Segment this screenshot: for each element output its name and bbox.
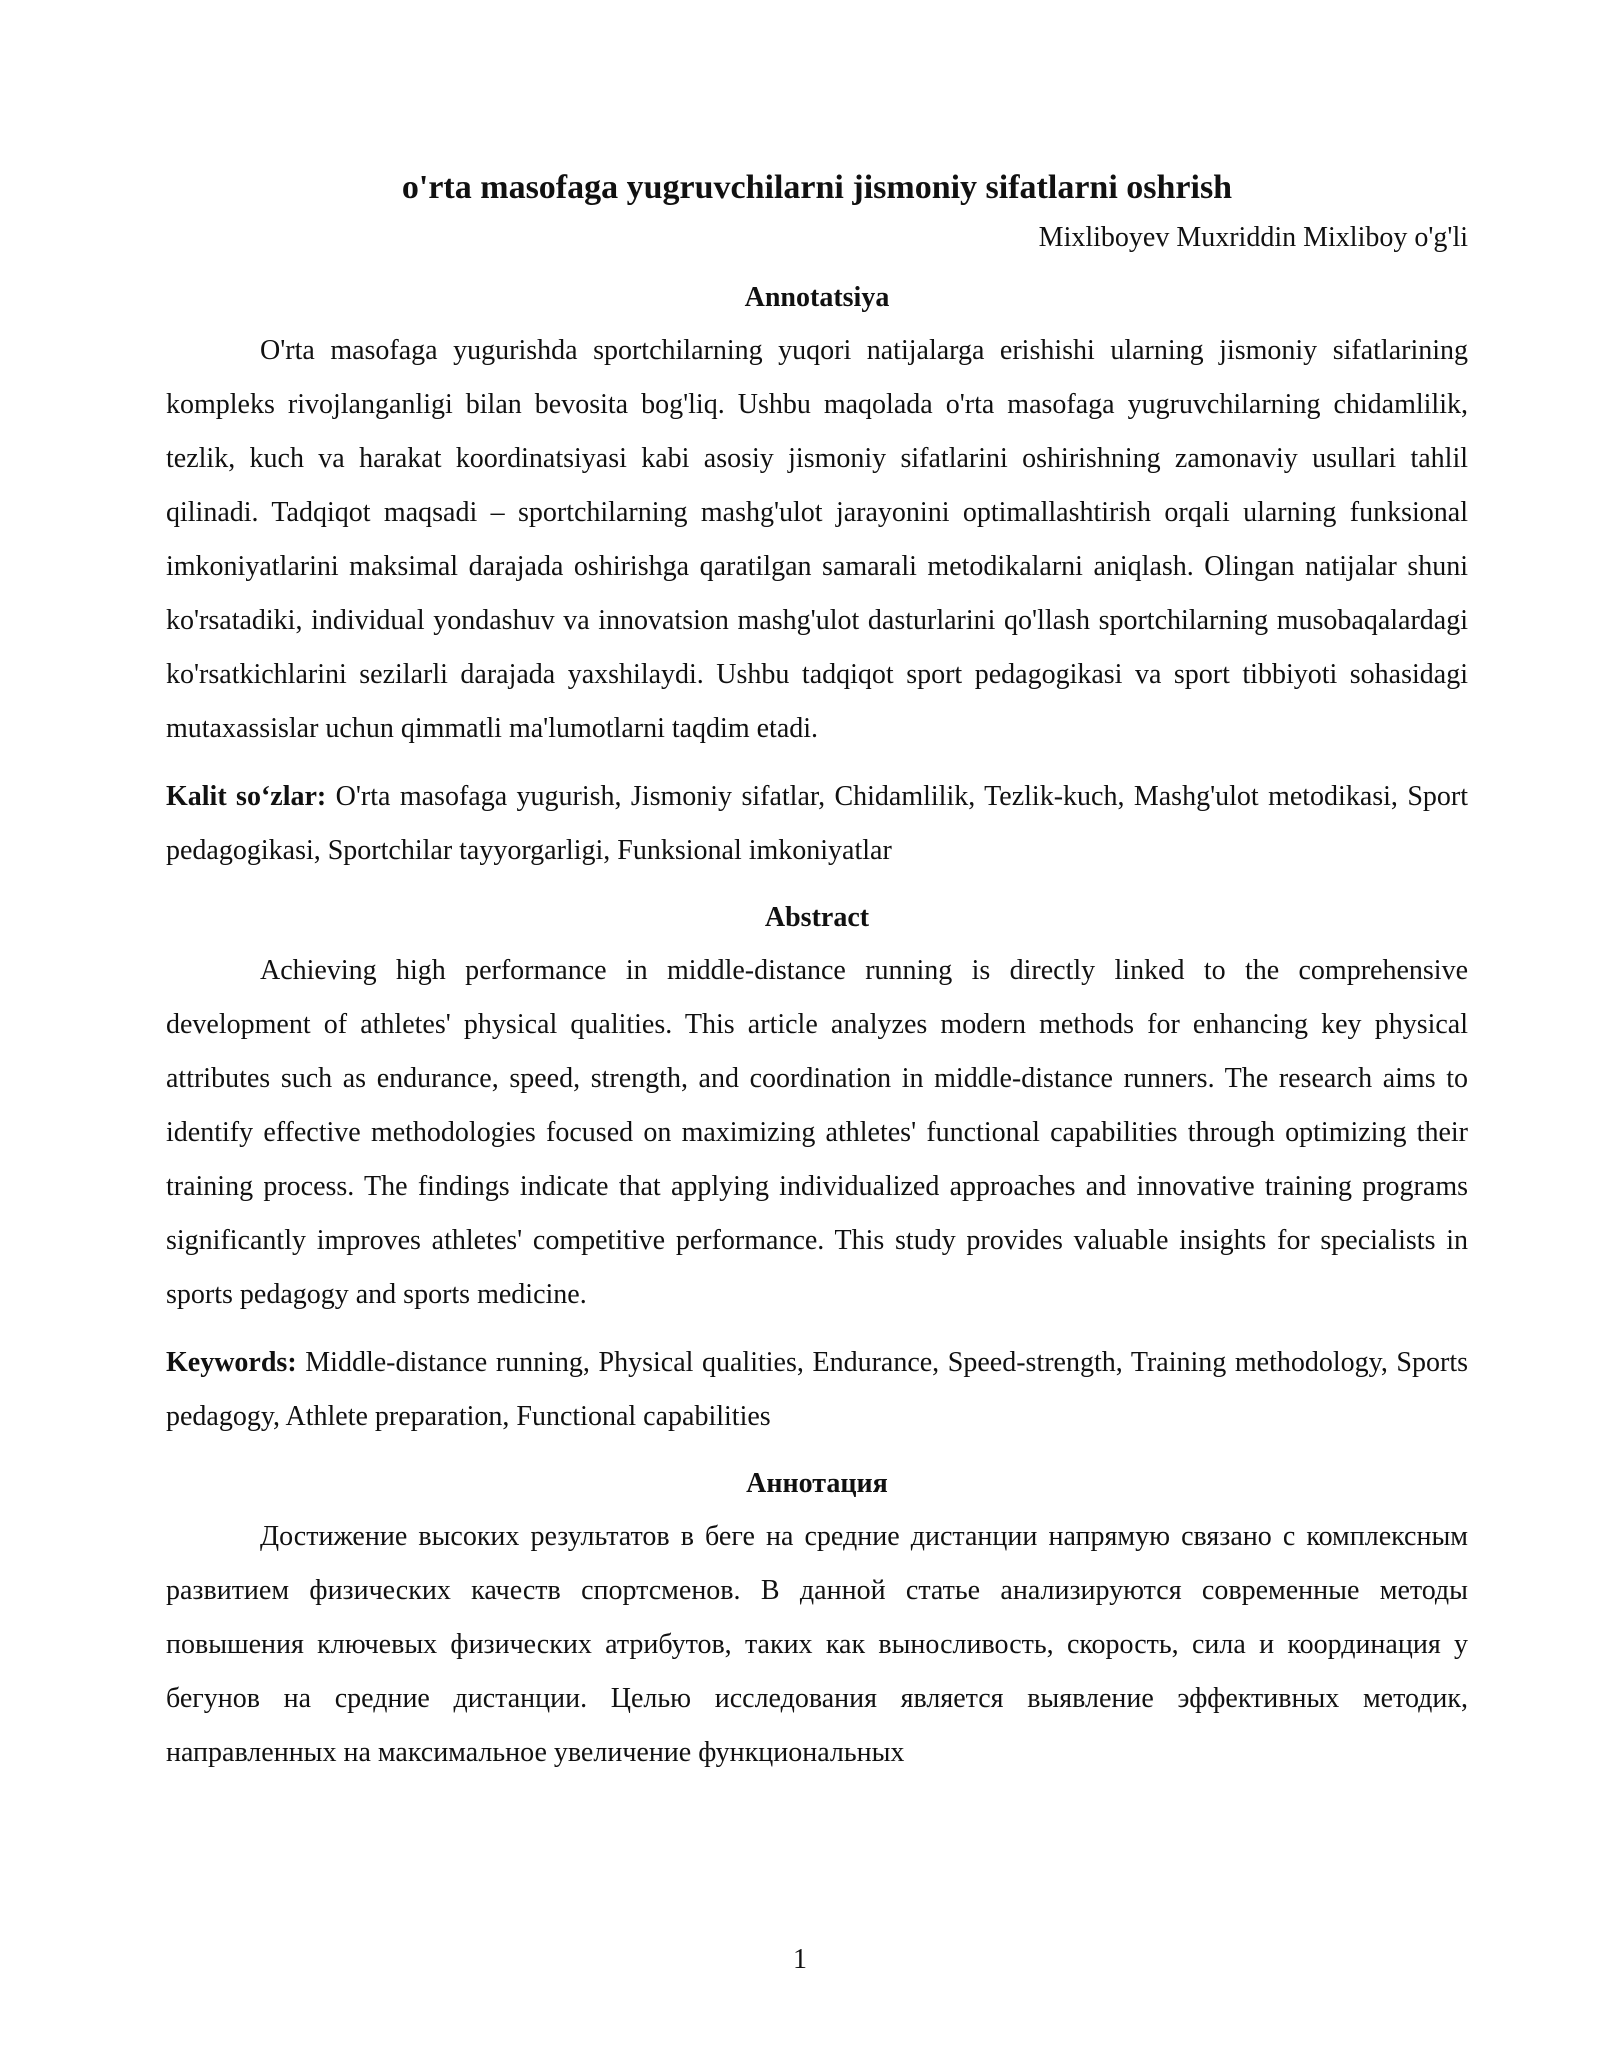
keywords-uz: [166, 770, 1468, 878]
annotation-heading-ru: Аннотация: [746, 1468, 888, 1499]
annotation-body-ru: Достижение высоких результатов в беге на средние дистанции напрямую связано с комплексным развитием физических качеств спортсменов. В данной статье анализируются современные методы повышения ключевых физических атрибутов, таких как выносливость, скорость, сила и координация у бегунов на средние дистанции. Целью исследования является выявление эффективных методик, направленных на максимальное увеличение функциональных: [166, 1521, 1468, 1768]
keywords-en: [166, 1336, 1468, 1444]
paper-title: o'rta masofaga yugruvchilarni jismoniy sifatlarni oshrish: [401, 169, 1233, 206]
abstract-heading-en: Abstract: [764, 902, 870, 933]
keywords-label-uz: Kalit so‘zlar:: [166, 781, 327, 812]
keywords-text-en: Middle-distance running, Physical qualities, Endurance, Speed-strength, Training methodology, Sports pedagogy, Athlete preparation, Functional capabilities: [166, 1347, 1468, 1432]
document-page: [166, 150, 1468, 1780]
page-number: 1: [793, 1944, 807, 1975]
keywords-text-uz: O'rta masofaga yugurish, Jismoniy sifatlar, Chidamlilik, Tezlik-kuch, Mashg'ulot metodikasi, Sport pedagogikasi, Sportchilar tayyorgarligi, Funksional imkoniyatlar: [166, 781, 1469, 866]
annotation-body-uz: O'rta masofaga yugurishda sportchilarning yuqori natijalarga erishishi ularning jismoniy sifatlarining kompleks rivojlanganligi bilan bevosita bog'liq. Ushbu maqolada o'rta masofaga yugruvchilarning chidamlilik, tezlik, kuch va harakat koordinatsiyasi kabi asosiy jismoniy sifatlarini oshirishning zamonaviy usullari tahlil qilinadi. Tadqiqot maqsadi – sportchilarning mashg'ulot jarayonini optimallashtirish orqali ularning funksional imkoniyatlarini maksimal darajada oshirishga qaratilgan samarali metodikalarni aniqlash. Olingan natijalar shuni ko'rsatadiki, individual yondashuv va innovatsion mashg'ulot dasturlarini qo'llash sportchilarning musobaqalardagi ko'rsatkichlarini sezilarli darajada yaxshilaydi. Ushbu tadqiqot sport pedagogikasi va sport tibbiyoti sohasidagi mutaxassislar uchun qimmatli ma'lumotlarni taqdim etadi.: [166, 335, 1468, 744]
annotation-heading-uz: Annotatsiya: [744, 282, 890, 313]
abstract-body-en: Achieving high performance in middle-distance running is directly linked to the comprehensive development of athletes' physical qualities. This article analyzes modern methods for enhancing key physical attributes such as endurance, speed, strength, and coordination in middle-distance runners. The research aims to identify effective methodologies focused on maximizing athletes' functional capabilities through optimizing their training process. The findings indicate that applying individualized approaches and innovative training programs significantly improves athletes' competitive performance. This study provides valuable insights for specialists in sports pedagogy and sports medicine.: [166, 955, 1468, 1310]
keywords-label-en: Keywords:: [166, 1347, 297, 1378]
author-name: Mixliboyev Muxriddin Mixliboy o'g'li: [1038, 222, 1468, 253]
